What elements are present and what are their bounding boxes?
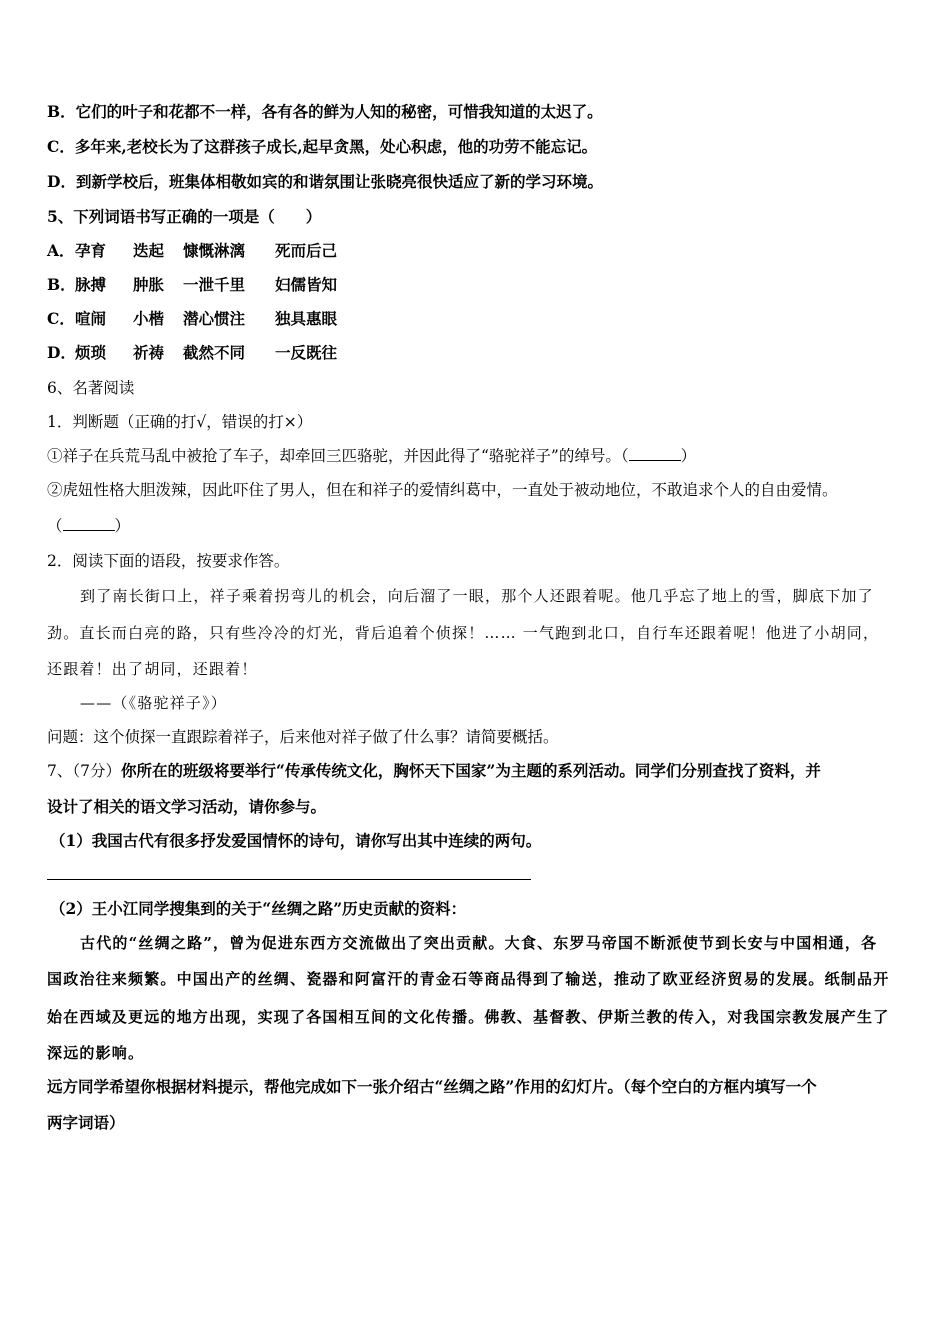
q6-passage-line-3: 还跟着！出了胡同，还跟着！ [47,660,258,678]
q5-option-c [47,309,337,329]
q5-option-c-word-1: 喧闹 [75,309,107,328]
q5-option-c-word-4: 独具惠眼 [275,309,338,328]
q5-option-b-word-2: 肿胀 [133,275,165,294]
q7-part1: （1）我国古代有很多抒发爱国情怀的诗句，请你写出其中连续的两句。 [50,831,542,850]
q6-item2: ②虎妞性格大胆泼辣，因此吓住了男人，但在和祥子的爱情纠葛中，一直处于被动地位，不敢追求个人的自由爱情。 [47,481,838,499]
q6-item1-close: ） [680,447,697,465]
q4-option-c-text: 多年来,老校长为了这群孩子成长,起早贪黑，处心积虑，他的功劳不能忘记。 [74,137,598,156]
q5-option-d [47,343,337,363]
q5-option-b-word-4: 妇儒皆知 [275,275,338,294]
q7-material-line-2: 国政治往来频繁。中国出产的丝绸、瓷器和阿富汗的青金石等商品得到了输送，推动了欧亚经济贸易的发展。纸制品开 [47,970,890,988]
q5-option-b-word-1: 脉搏 [75,275,107,294]
q6-title: 6、名著阅读 [47,379,135,397]
q5-option-a-word-4: 死而后己 [275,241,338,260]
q7-part2: （2）王小江同学搜集到的关于“丝绸之路”历史贡献的资料： [50,899,467,918]
q5-option-c-word-2: 小楷 [133,309,165,328]
q7-part1-answer-line[interactable] [47,879,531,880]
q6-sub1: 1．判断题（正确的打√，错误的打×） [47,413,313,431]
q7-task-line-1: 远方同学希望你根据材料提示，帮他完成如下一张介绍古“丝绸之路”作用的幻灯片。（每个空白的方框内填写一个 [47,1077,817,1096]
q4-option-c-letter: C． [47,137,75,156]
q5-option-a-word-2: 迭起 [133,241,165,260]
q6-item1-answer-blank[interactable] [629,446,681,461]
q7-stem-text: 你所在的班级将要举行“传承传统文化，胸怀天下国家”为主题的系列活动。同学们分别查找了资料，并 [120,761,821,780]
q5-option-d-word-2: 祈祷 [133,343,165,362]
q7-stem-line-2: 设计了相关的语文学习活动，请你参与。 [47,797,327,816]
q4-option-d-letter: D． [47,172,76,191]
q6-source: ——（《骆驼祥子》） [80,694,228,712]
q5-option-b-letter: B． [47,275,76,294]
q7-number: 7、（7分） [47,762,121,780]
q4-option-d-text: 到新学校后，班集体相敬如宾的和谐氛围让张晓亮很快适应了新的学习环境。 [75,172,603,191]
q5-option-d-letter: D． [47,343,76,362]
q7-material-line-3: 始在西域及更远的地方出现，实现了各国相互间的文化传播。佛教、基督教、伊斯兰教的传入，对我国宗教发展产生了 [47,1008,890,1026]
q5-option-b-word-3: 一泄千里 [183,275,246,294]
q4-option-b-letter: B． [47,102,76,121]
q4-option-b-text: 它们的叶子和花都不一样，各有各的鲜为人知的秘密，可惜我知道的太迟了。 [75,102,603,121]
q5-option-c-letter: C． [47,309,75,328]
q6-item2-answer [47,516,130,536]
q5-option-a [47,241,337,261]
q5-option-d-word-1: 烦琐 [75,343,107,362]
q6-item2-close: ） [114,517,131,535]
q6-passage-line-1: 到了南长街口上，祥子乘着拐弯儿的机会，向后溜了一眼，那个人还跟着呢。他几乎忘了地上的雪，脚底下加了 [80,587,874,605]
q6-passage-line-2: 劲。直长而白亮的路，只有些冷冷的灯光，背后追着个侦探！…… 一气跑到北口，自行车还跟着呢！他进了小胡同， [47,624,880,642]
q5-option-a-word-1: 孕育 [75,241,107,260]
q5-option-b [47,275,337,295]
q7-material-line-4: 深远的影响。 [47,1044,145,1062]
q7-material-line-1: 古代的“丝绸之路”，曾为促进东西方交流做出了突出贡献。大食、东罗马帝国不断派使节到长安与中国相通，各 [80,934,878,952]
q6-sub2: 2．阅读下面的语段，按要求作答。 [47,552,290,570]
q5-option-d-word-3: 截然不同 [183,343,246,362]
q5-option-a-word-3: 慷慨淋漓 [183,241,246,260]
q6-item2-open: （ [47,517,63,535]
q5-stem: 5、下列词语书写正确的一项是（ ） [47,207,322,226]
q4-option-d [47,172,603,192]
q6-item1-text: ①祥子在兵荒马乱中被抢了车子，却牵回三匹骆驼，并因此得了“骆驼祥子”的绰号。（ [47,447,629,465]
q4-option-c [47,137,597,157]
q7-stem-line-1 [47,761,821,781]
q6-item2-answer-blank[interactable] [63,516,115,531]
q5-option-d-word-4: 一反既往 [275,343,338,362]
q5-option-a-letter: A． [47,241,75,260]
q5-option-c-word-3: 潜心惯注 [183,309,246,328]
q6-item1 [47,446,696,466]
q4-option-b [47,102,603,122]
q7-task-line-2: 两字词语） [47,1113,125,1132]
q6-question: 问题：这个侦探一直跟踪着祥子，后来他对祥子做了什么事？请简要概括。 [47,728,559,746]
